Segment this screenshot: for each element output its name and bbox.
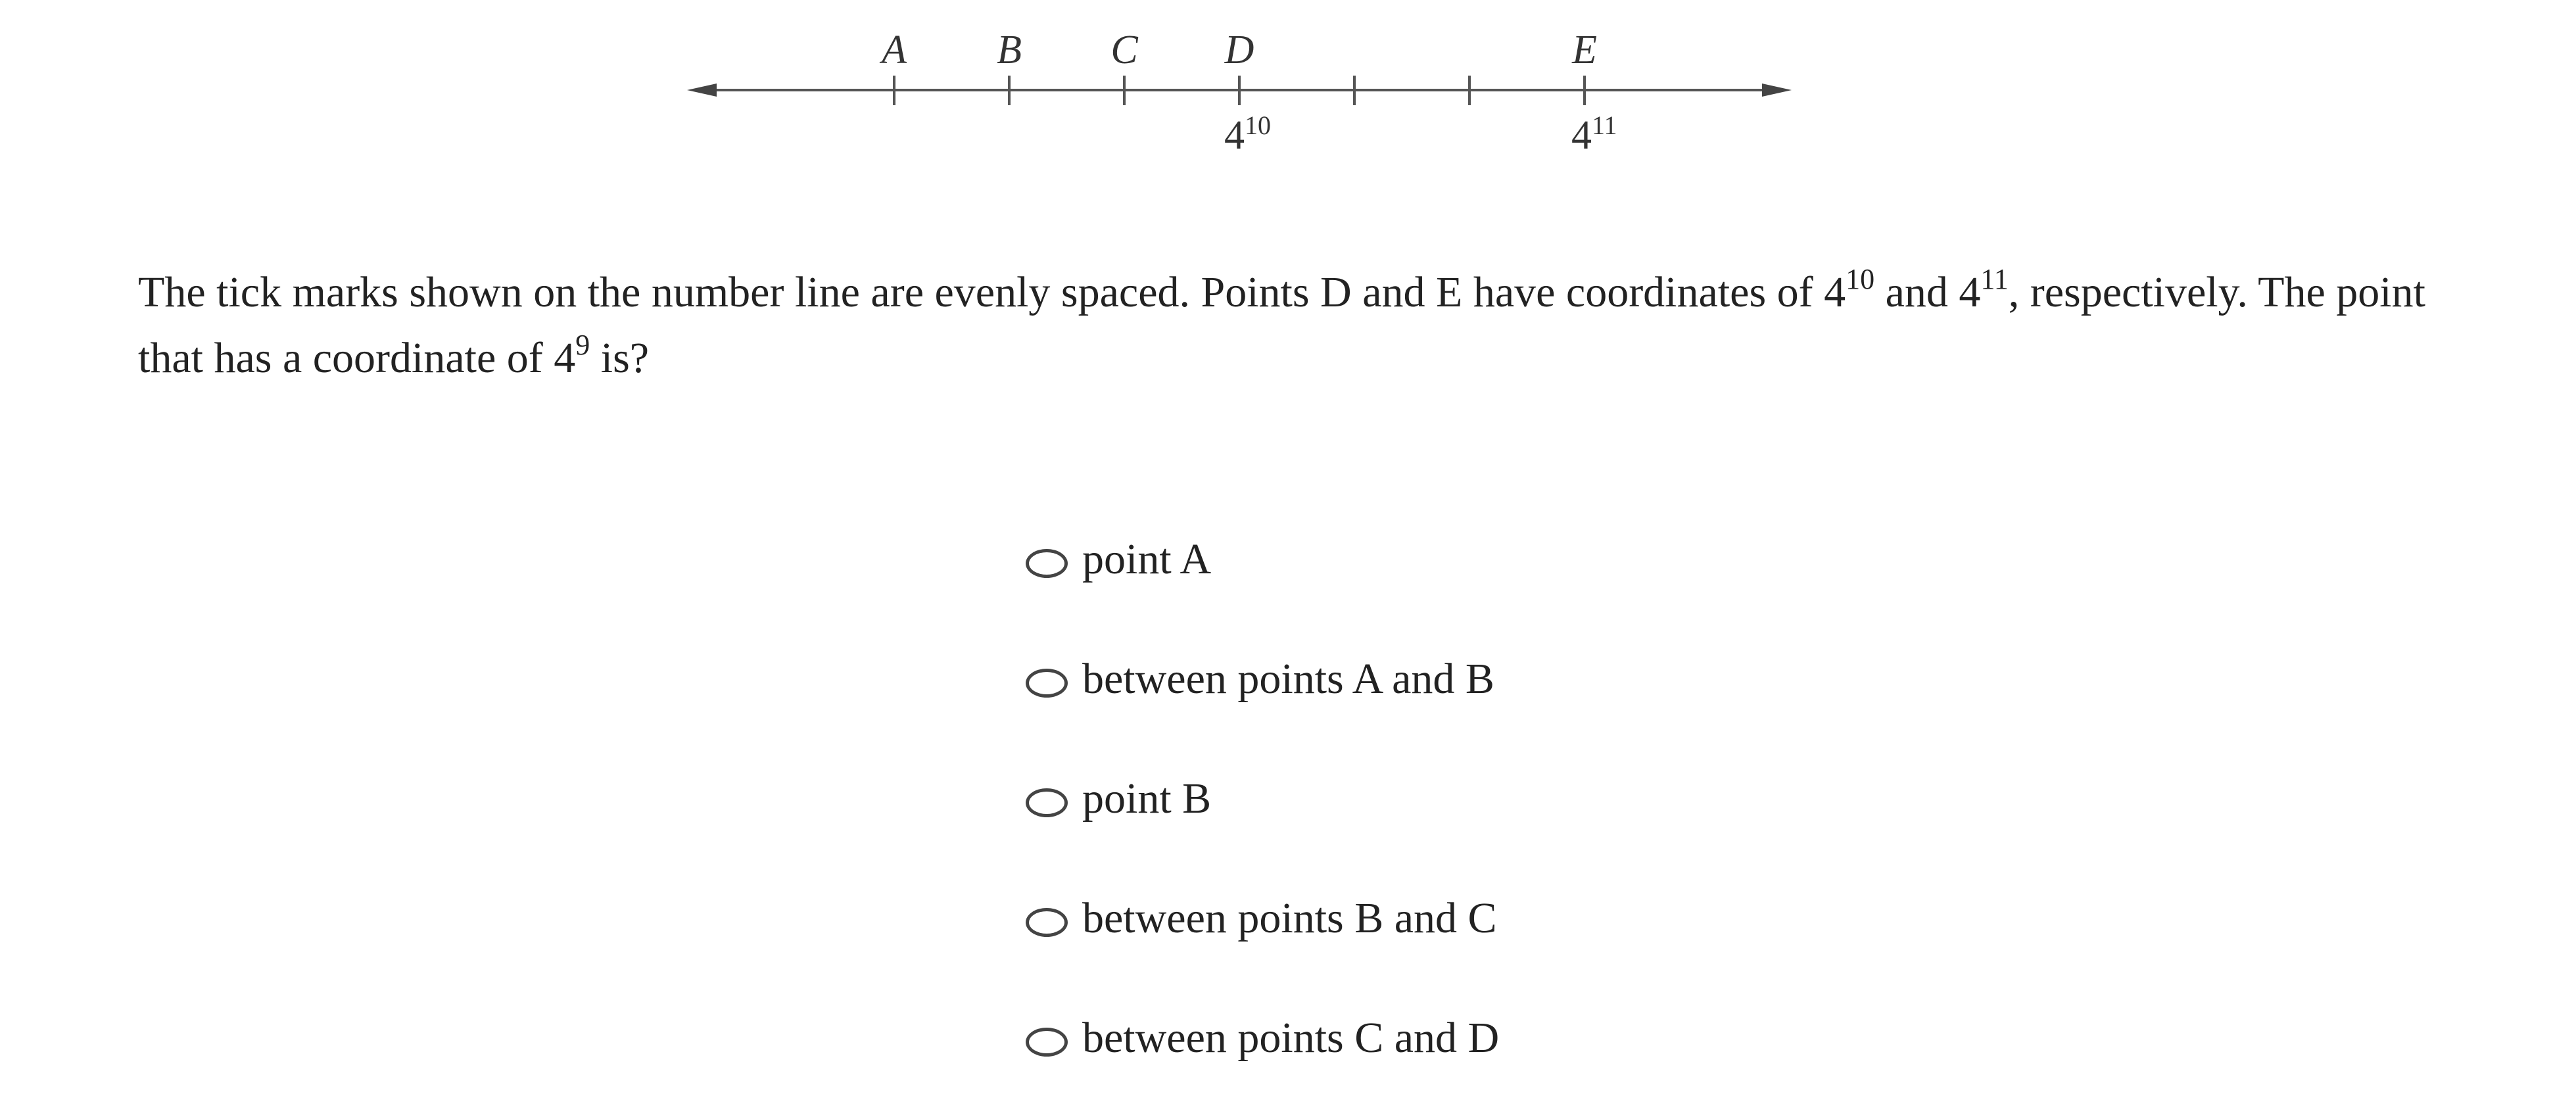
radio-button[interactable] bbox=[1026, 669, 1068, 698]
choice-point-b[interactable] bbox=[1026, 739, 1499, 859]
exponent-base: 4 bbox=[1824, 268, 1846, 316]
exponent: 10 bbox=[1846, 263, 1875, 295]
coordinate-base: 4 bbox=[1571, 113, 1592, 158]
right-arrow-icon bbox=[1762, 84, 1792, 97]
radio-button[interactable] bbox=[1026, 1028, 1068, 1057]
choice-between-b-and-c[interactable] bbox=[1026, 859, 1499, 978]
coordinate-base: 4 bbox=[1224, 113, 1245, 158]
point-label-b: B bbox=[997, 28, 1022, 72]
exponent: 9 bbox=[575, 329, 590, 361]
choice-label[interactable]: between points B and C bbox=[1082, 894, 1497, 942]
radio-button[interactable] bbox=[1026, 788, 1068, 817]
number-line-figure bbox=[0, 0, 2576, 197]
exponent-base: 4 bbox=[554, 334, 576, 382]
left-arrow-icon bbox=[687, 84, 717, 97]
question-text-part: , respectively. The point that has a coordinate of bbox=[138, 268, 2425, 382]
coordinate-label-d bbox=[1224, 110, 1271, 158]
choice-label[interactable]: between points A and B bbox=[1082, 655, 1494, 703]
point-label-c: C bbox=[1110, 28, 1138, 72]
exponent-base: 4 bbox=[1959, 268, 1981, 316]
point-label-a: A bbox=[882, 28, 907, 72]
choice-point-a[interactable] bbox=[1026, 500, 1499, 619]
point-label-e: E bbox=[1572, 28, 1597, 72]
coordinate-exponent: 10 bbox=[1245, 110, 1271, 140]
choice-label[interactable]: point B bbox=[1082, 775, 1212, 823]
radio-button[interactable] bbox=[1026, 549, 1068, 578]
exponent: 11 bbox=[1980, 263, 2009, 295]
answer-choices bbox=[1026, 500, 1499, 1098]
coordinate-exponent: 11 bbox=[1592, 110, 1617, 140]
choice-label[interactable]: between points C and D bbox=[1082, 1014, 1500, 1062]
radio-button[interactable] bbox=[1026, 908, 1068, 937]
question-text bbox=[138, 260, 2439, 391]
choice-between-a-and-b[interactable] bbox=[1026, 619, 1499, 739]
question-text-part: and bbox=[1874, 268, 1959, 316]
question-text-part: The tick marks shown on the number line are evenly spaced. Points D and E have coordinates of bbox=[138, 268, 1825, 316]
choice-between-c-and-d[interactable] bbox=[1026, 978, 1499, 1098]
coordinate-label-e bbox=[1571, 110, 1617, 158]
question-text-part: is? bbox=[590, 334, 650, 382]
choice-label[interactable]: point A bbox=[1082, 535, 1212, 583]
point-label-d: D bbox=[1224, 28, 1254, 72]
